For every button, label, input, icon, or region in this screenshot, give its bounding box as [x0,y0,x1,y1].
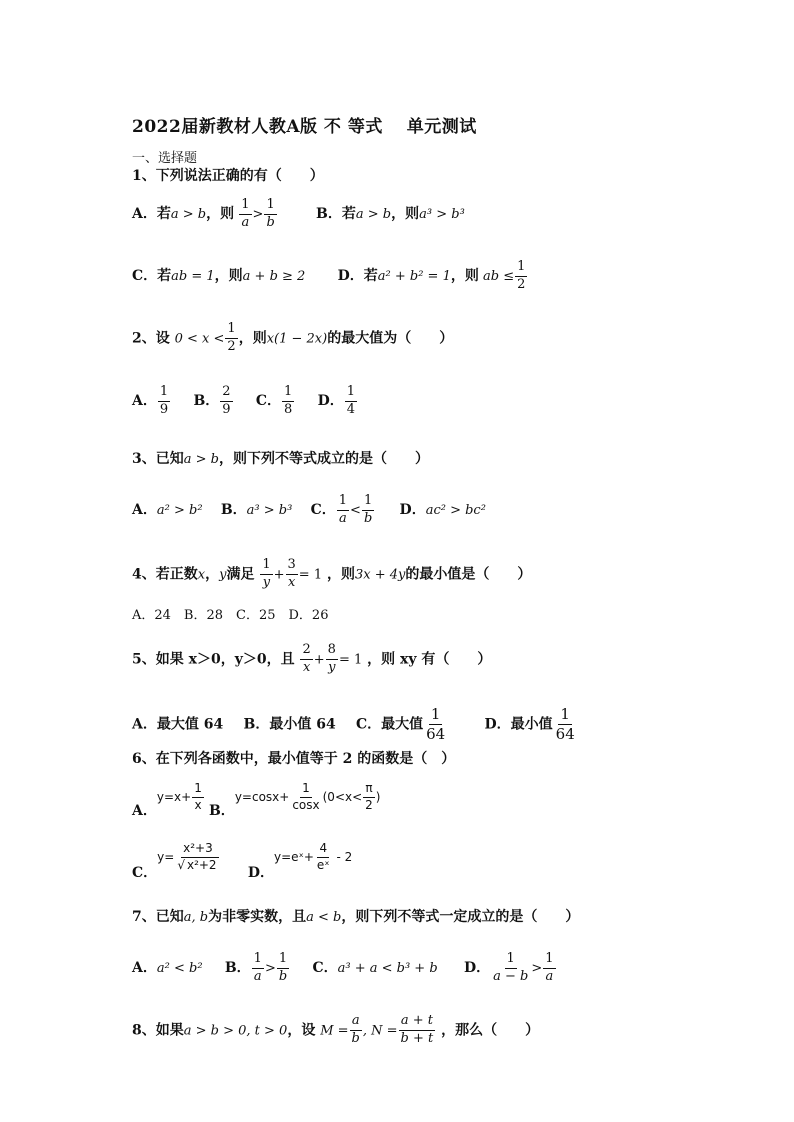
q8-m-frac: $\frac{a}{b}$ [351,1013,360,1046]
q2-option-b: $\frac{2}{9}$ [222,384,231,417]
q6-row-cd: C．y= $\frac{\text{x²+3}}{\text{√ x²+2}}$ D．y=eˣ+ $\frac{4}{\text{eˣ}}$ - 2 [132,841,353,881]
q7-option-c: a³ + a < b³ + b [337,960,438,976]
q6-option-a-frac: $\frac{1}{x}$ [194,781,202,812]
question-1-stem: 1、下列说法正确的有（ ） [132,168,324,184]
q4-expression: 3x + 4y [354,567,406,583]
q1-row-cd [132,260,528,293]
q3-option-b: a³ > b³ [246,502,293,518]
q1-option-d-condition: a² + b² = 1 [377,268,451,284]
q1-option-c-condition: ab = 1 [171,268,215,284]
q5-option-a: A．最大值 64 [132,716,224,733]
q5-option-c: $\frac{1}{64}$ [426,705,446,744]
section-heading: 一、选择题 [132,151,198,166]
q1-option-a-label: A．若 [132,205,171,222]
question-8-stem: 8、如果a > b > 0, t > 0，设 M = $\frac{a}{b}$ , N = $\frac{a + t}{b + t}$ ，那么（ ） [132,1013,540,1046]
q1-option-a-frac-1: $\frac{1}{a}$ [241,197,250,230]
q6-option-b: y=cosx+ [234,789,290,804]
q2-expression: x(1 − 2x) [266,331,328,347]
q1-option-b-label: B．若 [316,205,356,222]
q1-option-c-then: ，则 [214,267,243,284]
q2-options: A． $\frac{1}{9}$ B． $\frac{2}{9}$ C． $\frac{1}{8}$ D． $\frac{1}{4}$ [132,384,355,417]
question-3-stem: 3、已知a > b，则下列不等式成立的是（ ） [132,451,429,467]
q6-option-c-frac: $\frac{\text{x²+3}}{\text{√ x²+2}}$ [177,841,217,872]
q6-option-c: y= [157,849,175,864]
q3-option-c-frac-2: $\frac{1}{b}$ [363,493,373,526]
q2-condition-frac: $\frac{1}{2}$ [227,321,236,354]
q1-option-c-label: C．若 [132,267,172,284]
question-7-stem: 7、已知a, b为非零实数，且a < b，则下列不等式一定成立的是（ ） [132,909,580,925]
q6-option-b-frac: $\frac{1}{\cos x}$ [292,781,320,812]
q5-frac-1: $\frac{2}{x}$ [302,642,311,675]
q3-option-d: ac² > bc² [425,502,486,518]
question-2-stem: 2、设 0 < x < $\frac{1}{2}$ ，则x(1 − 2x)的最大值为（ ） [132,321,454,354]
q6-option-b-cond-frac: $\frac{\pi}{2}$ [365,781,373,812]
q5-options: A．最大值 64 B．最小值 64 C．最大值 $\frac{1}{64}$ D．最小值 $\frac{1}{64}$ [132,705,575,744]
q2-option-a: $\frac{1}{9}$ [159,384,169,417]
q7-option-a: a² < b² [156,960,203,976]
q3-condition: a > b [183,452,219,467]
q2-option-c: $\frac{1}{8}$ [284,384,293,417]
q6-option-d: y=eˣ+ [274,849,314,864]
q4-frac-1: $\frac{1}{y}$ [262,557,271,590]
q8-n-frac: $\frac{a + t}{b + t}$ [400,1013,434,1046]
q1-option-a-then: ，则 [206,205,235,222]
q7-option-d-frac-1: $\frac{1}{a - b}$ [493,951,529,984]
q5-frac-2: $\frac{8}{y}$ [327,642,336,675]
q1-option-b-conclusion: a³ > b³ [419,206,465,222]
q7-options: A．a² < b² B． $\frac{1}{a}$ > $\frac{1}{b}$ C．a³ + a < b³ + b D． $\frac{1}{a - b}$ > $\frac{1}{a}$ [132,951,554,984]
q3-option-a: a² > b² [156,502,203,518]
q1-option-d-label: D．若 [337,267,378,284]
q5-option-d: $\frac{1}{64}$ [555,705,575,744]
q6-option-d-frac: $\frac{4}{\text{eˣ}}$ [316,841,330,872]
q1-option-d-frac: $\frac{1}{2}$ [517,259,526,292]
q1-option-d-conclusion: ab ≤ [483,268,515,284]
q7-option-b-frac-2: $\frac{1}{b}$ [278,951,288,984]
q1-option-a-condition: a > b [170,206,207,222]
q1-option-c-conclusion: a + b ≥ 2 [242,268,306,284]
q5-option-b: B．最小值 64 [243,716,336,733]
question-6-stem: 6、在下列各函数中，最小值等于 2 的函数是（ ） [132,751,456,767]
q8-condition: a > b > 0, t > 0 [183,1023,288,1039]
q1-option-d-then: ，则 [450,267,479,284]
q4-options: A．24 B．28 C．25 D．26 [132,608,329,623]
q7-option-d-frac-2: $\frac{1}{a}$ [545,951,554,984]
q1-option-a-frac-2: $\frac{1}{b}$ [266,197,275,230]
page-title: 2022届新教材人教A版 不 等式 单元测试 [132,117,477,137]
q1-option-b-then: ，则 [391,205,420,222]
q4-frac-2: $\frac{3}{x}$ [287,557,296,590]
q7-option-b-frac-1: $\frac{1}{a}$ [253,951,262,984]
q2-option-d: $\frac{1}{4}$ [346,384,355,417]
q6-option-a: y=x+ [156,789,192,804]
q3-option-c-frac-1: $\frac{1}{a}$ [338,493,348,526]
q1-option-b-condition: a > b [355,206,392,222]
question-4-stem: 4、若正数x，y满足 $\frac{1}{y}$ + $\frac{3}{x}$ = 1 ，则3x + 4y的最小值是（ ） [132,557,532,590]
q2-condition: 0 < x < [174,331,225,347]
q1-row-ab: A．若a > b，则 $\frac{1}{a}$ > $\frac{1}{b}$ B．若a > b，则a³ > b³ [132,197,465,230]
q3-options: A．a² > b² B．a³ > b³ C． $\frac{1}{a}$ < $\frac{1}{b}$ D．ac² > bc² [132,493,486,526]
question-5-stem: 5、如果 x＞0，y＞0，且 $\frac{2}{x}$ + $\frac{8}{y}$ = 1 ，则 xy 有（ ） [132,642,492,675]
q6-row-ab: A．y=x+ $\frac{1}{x}$ B．y=cosx+ $\frac{1}{\cos x}$ (0<x< $\frac{\pi}{2}$ ) [132,781,381,819]
